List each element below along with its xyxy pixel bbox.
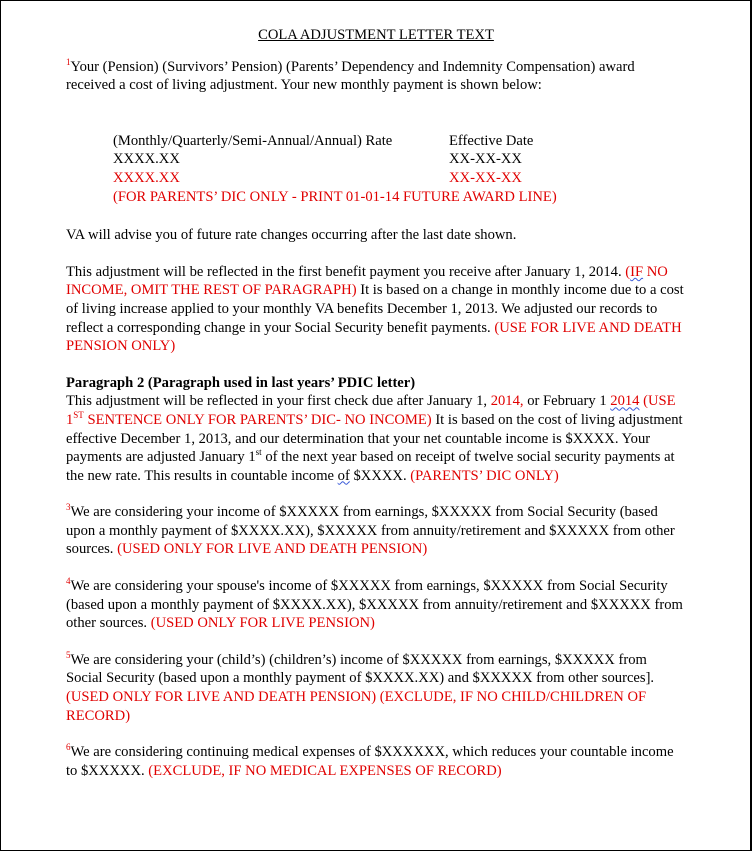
use-rest: SENTENCE ONLY FOR PARENTS’ DIC- NO INCOME) [83,411,432,428]
footnote-marker-4: 4 [66,576,71,587]
letter-document [66,26,686,798]
paragraph-6 [66,743,686,780]
rate-row-future [113,169,686,188]
rate-value: XXXX.XX [113,151,180,168]
footnote-marker-1: 1 [66,56,71,67]
spellcheck-if: IF [630,263,644,280]
p2-sup-st: st [255,447,262,458]
paragraph-2-heading: Paragraph 2 (Paragraph used in last years’ PDIC letter) [66,374,416,391]
p2-year-1: 2014, [490,393,524,410]
paragraph-2 [66,374,686,486]
p5-instruction: (USED ONLY FOR LIVE AND DEATH PENSION) (EXCLUDE, IF NO CHILD/CHILDREN OF RECORD) [66,689,647,724]
rate-value-future: XXXX.XX [113,169,180,186]
footnote-marker-5: 5 [66,649,71,660]
instruction-open: ( [621,263,631,280]
paragraph-adjustment [66,263,686,356]
p2-text-1: This adjustment will be reflected in your first check due after January 1, [66,393,491,410]
rate-table-note [113,188,686,207]
parents-dic-note: (FOR PARENTS’ DIC ONLY - PRINT 01-01-14 FUTURE AWARD LINE) [113,188,557,205]
pension-instruction: (USE FOR LIVE AND DEATH PENSION ONLY) [66,319,682,355]
p4-instruction: (USED ONLY FOR LIVE PENSION) [150,615,375,632]
paragraph-5 [66,651,686,725]
adjustment-text-2: It is based on a change in monthly income due to a cost of living increase applied to your monthly VA benefits December 1, 2013. We adjusted our records to reflect a corresponding change in your Social Security benefit payments. [66,282,684,336]
footnote-marker-3: 3 [66,502,71,513]
p6-instruction: (EXCLUDE, IF NO MEDICAL EXPENSES OF RECORD) [148,762,502,779]
p2-text-3: It is based on the cost of living adjustment effective December 1, 2013, and our determination that your net countable income is $XXXX. Your payments are adjusted January 1 [66,411,683,466]
paragraph-3 [66,503,686,559]
p2-text-5: $XXXX. [349,467,411,484]
rate-table [113,132,686,206]
date-column-header: Effective Date [449,132,534,149]
spellcheck-2014: 2014 [610,393,640,410]
rate-table-header [113,132,686,151]
p6-text: We are considering continuing medical expenses of $XXXXXX, which reduces your countable income to $XXXXX. [66,744,674,779]
use-open: (USE 1 [66,393,676,428]
p2-text-4: of the next year based on receipt of twelve social security payments at the new rate. This results in countable income [66,449,675,484]
p2-parents-dic-note: (PARENTS’ DIC ONLY) [410,467,559,484]
p5-text: We are considering your (child’s) (children’s) income of $XXXXX from earnings, $XXXXX from Social Security (based upon a monthly payment of $XXXX.XX) and $XXXXX from other sources]. [66,651,655,687]
award-notice-text: Your (Pension) (Survivors’ Pension) (Parents’ Dependency and Indemnity Compensation) award received a cost of living adjustment. Your new monthly payment is shown below: [66,58,635,94]
p4-text: We are considering your spouse's income of $XXXXX from earnings, $XXXXX from Social Security (based upon a monthly payment of $XXXX.XX), $XXXXX from annuity/retirement and $XXXXX from other sources. [66,578,683,632]
p3-text: We are considering your income of $XXXXX from earnings, $XXXXX from Social Security (based upon a monthly payment of $XXXX.XX), $XXXXX from annuity/retirement and $XXXXX from other sources. [66,504,675,558]
effective-date-value: XX-XX-XX [449,151,522,168]
p3-instruction: (USED ONLY FOR LIVE AND DEATH PENSION) [117,541,428,558]
rate-row [113,150,686,169]
spellcheck-of: of [337,467,350,484]
effective-date-value-future: XX-XX-XX [449,169,522,186]
footnote-marker-6: 6 [66,742,71,753]
adjustment-text-1: This adjustment will be reflected in the first benefit payment you receive after January 1, 2014. [66,263,622,280]
paragraph-4 [66,577,686,633]
paragraph-advise: VA will advise you of future rate changes occurring after the last date shown. [66,227,517,244]
instruction-rest: NO INCOME, OMIT THE REST OF PARAGRAPH) [66,263,668,299]
p2-text-2: or February 1 [523,393,611,410]
document-title: COLA ADJUSTMENT LETTER TEXT [258,27,494,43]
paragraph-award-notice [66,58,686,95]
use-sup: ST [73,410,84,421]
rate-column-header: (Monthly/Quarterly/Semi-Annual/Annual) Rate [113,132,393,149]
